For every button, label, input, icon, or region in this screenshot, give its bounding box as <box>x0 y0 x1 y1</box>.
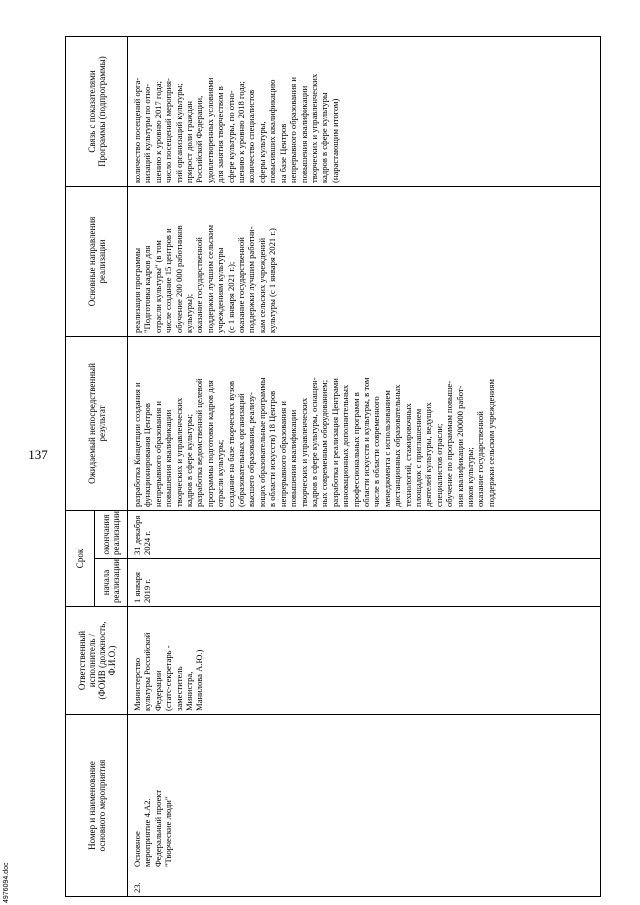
header-term: Срок <box>66 510 95 606</box>
header-directions: Основные направления реализации <box>66 186 128 336</box>
cell-directions: реализация программы "Подготовка кадров для отрасли культуры" (в том числе создание 15 центров и обучение 200 000 работников культуры); оказание государственной поддержки лучшим сельским учреждениям культуры (с 1 января 2021 г.); оказание государственной поддержки лучшим работни- кам сельских учреждений культуры (с 1 января 2021 г.) <box>128 186 601 336</box>
table-row <box>128 36 601 896</box>
page-number: 137 <box>28 447 48 462</box>
header-term-end: окончания реализации <box>95 510 128 558</box>
footer-filename: 4976094.doc <box>3 862 10 903</box>
header-term-start: начала реализации <box>95 559 128 607</box>
row-index: 23. <box>132 882 142 893</box>
cell-link: количество посещений орга- низаций культуры по отно- шению к уровню 2017 года; число посещений мероприя- тий организаций культуры; прирост доли граждан Российской Федерации, удовлетворенных условиями для занятия творчеством в сфере культуры, по отно- шению к уровню 2018 года; количество специалистов сферы культуры, повысивших квалификацию на базе Центров непрерывного образования и повышения квалификации творческих и управленческих кадров в сфере культуры (нарастающим итогом) <box>128 36 601 186</box>
header-result: Ожидаемый непосредственный результат <box>66 336 128 510</box>
header-responsible: Ответственный исполнитель / (ФОИВ (должность, Ф.И.О.) <box>66 607 128 715</box>
activities-table <box>65 36 601 897</box>
header-link: Связь с показателями Программы (подпрограммы) <box>66 36 128 186</box>
cell-result: разработка Концепции создания и функционирования Центров непрерывного образования и повышения квалификации творческих и управленческих кадров в сфере культуры; разработка ведомственной целевой программы подготовки кадров для отрасли культуры; создание на базе творческих вузов (образовательных организаций высшего образования, реализу- ющих образовательные программы в области искусств) 18 Центров непрерывного образования и повышения квалификации творческих и управленческих кадров в сфере культуры, оснащен- ных современным оборудованием; разработка и реализация Центрами инновационных дополнительных профессиональных программ в области искусств и культуры, в том числе в области современного менеджмента с использованием дистанционных образовательных технологий, стажировочных площадок с приглашением деятелей культуры, ведущих специалистов отрасли; обучение по программам повыше- ния квалификации 200000 работ- ников культуры; оказание государственной поддержки сельским учреждениям <box>128 336 601 510</box>
cell-responsible: Министерство культуры Российской Федерации (статс-секретарь - заместитель Министра, Манилова А.Ю.) <box>128 607 601 715</box>
header-number-name: Номер и наименование основного мероприятия <box>66 715 128 897</box>
cell-term-end: 31 декабря 2024 г. <box>128 510 601 558</box>
rotated-table-container <box>65 37 610 897</box>
cell-term-start: 1 января 2019 г. <box>128 559 601 607</box>
cell-number-name: 23.Основное мероприятие 4.А2. Федеральный проект "Творческие люди" <box>128 715 601 897</box>
